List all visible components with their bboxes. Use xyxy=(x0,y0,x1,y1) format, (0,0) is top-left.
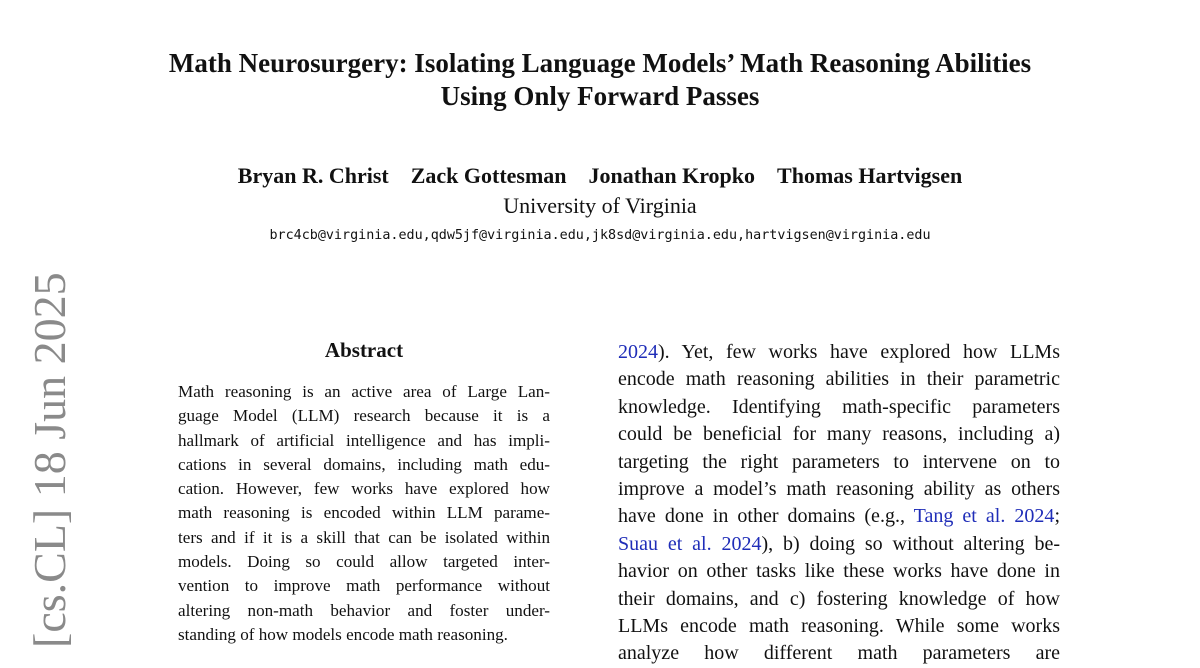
intro-line: their domains, and c) fostering knowledge of how xyxy=(618,587,1060,610)
author-name: Thomas Hartvigsen xyxy=(777,163,963,188)
intro-line: encode math reasoning abilities in their parametric xyxy=(618,368,1060,391)
intro-line: knowledge. Identifying math-specific parameters xyxy=(618,395,1060,418)
abstract-line: Math reasoning is an active area of Large Lan- xyxy=(178,382,550,401)
author-list xyxy=(100,162,1100,190)
author-name: Jonathan Kropko xyxy=(588,163,756,188)
abstract-line: cations in several domains, including math edu- xyxy=(178,454,550,474)
author-emails: brc4cb@virginia.edu,qdw5jf@virginia.edu,jk8sd@virginia.edu,hartvigsen@virginia.edu xyxy=(269,228,931,243)
abstract-line: math reasoning is encoded within LLM parame- xyxy=(178,503,550,523)
abstract-line: models. Doing so could allow targeted inter- xyxy=(178,552,550,572)
intro-line: 2024). Yet, few works have explored how LLMs xyxy=(618,341,1060,363)
intro-line: LLMs encode math reasoning. While some works xyxy=(618,615,1060,638)
abstract-line: standing of how models encode math reasoning. xyxy=(178,624,508,644)
paper-title-line-2: Using Only Forward Passes xyxy=(440,81,760,111)
paper-title xyxy=(100,47,1100,113)
author-name: Zack Gottesman xyxy=(410,163,567,188)
intro-line: have done in other domains (e.g., Tang et al. 2024; xyxy=(618,505,1060,528)
intro-line: could be beneficial for many reasons, including a) xyxy=(618,423,1060,446)
intro-line: Suau et al. 2024), b) doing so without altering be- xyxy=(618,532,1060,555)
abstract-line: altering non-math behavior and foster under- xyxy=(178,600,550,620)
citation-link[interactable]: Tang et al. 2024 xyxy=(913,505,1055,528)
citation-link[interactable]: 2024 xyxy=(618,341,658,363)
abstract-body xyxy=(178,380,550,647)
intro-line: analyze how different math parameters are xyxy=(618,642,1060,665)
intro-line: targeting the right parameters to intervene on to xyxy=(618,450,1060,473)
intro-line: havior on other tasks like these works have done in xyxy=(618,560,1060,583)
abstract-line: hallmark of artificial intelligence and has impli- xyxy=(178,430,550,450)
intro-line: improve a model’s math reasoning ability as others xyxy=(618,478,1060,501)
author-name: Bryan R. Christ xyxy=(237,163,389,188)
abstract-line: cation. However, few works have explored how xyxy=(178,479,550,499)
abstract-line: guage Model (LLM) research because it is a xyxy=(178,406,550,426)
intro-column xyxy=(618,339,1060,668)
paper-title-line-1: Math Neurosurgery: Isolating Language Models’ Math Reasoning Abilities xyxy=(168,48,1032,78)
abstract-line: vention to improve math performance without xyxy=(178,576,550,596)
abstract-heading: Abstract xyxy=(324,338,404,362)
citation-link[interactable]: Suau et al. 2024 xyxy=(618,532,762,555)
arxiv-stamp: [cs.CL] 18 Jun 2025 xyxy=(24,272,75,648)
abstract-line: ters and if it is a skill that can be isolated within xyxy=(178,527,550,547)
affiliation: University of Virginia xyxy=(503,193,697,218)
